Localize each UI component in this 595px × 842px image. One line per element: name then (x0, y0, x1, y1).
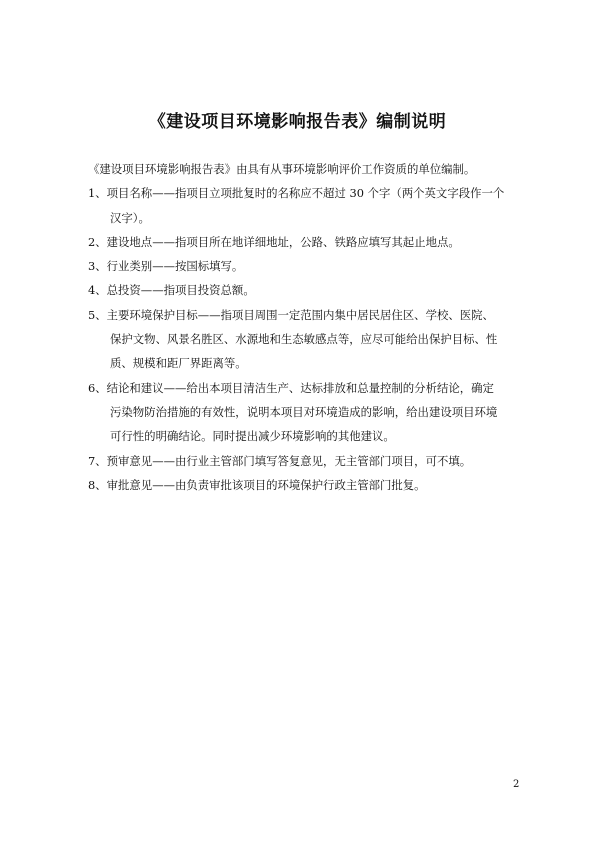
item-8-line: 8、审批意见——由负责审批该项目的环境保护行政主管部门批复。 (88, 477, 426, 492)
item-6-line-2: 污染物防治措施的有效性，说明本项目对环境造成的影响，给出建设项目环境 (110, 404, 498, 419)
page-number: 2 (513, 779, 520, 790)
item-4-line: 4、总投资——指项目投资总额。 (88, 283, 255, 298)
item-6-line-1: 6、结论和建议——给出本项目清洁生产、达标排放和总量控制的分析结论，确定 (88, 380, 494, 395)
item-7-line: 7、预审意见——由行业主管部门填写答复意见，无主管部门项目，可不填。 (88, 453, 472, 468)
item-3-line: 3、行业类别——按国标填写。 (88, 259, 244, 274)
item-5-line-2: 保护文物、风景名胜区、水源地和生态敏感点等，应尽可能给出保护目标、性 (110, 332, 498, 347)
item-5-line-3: 质、规模和距厂界距离等。 (110, 356, 247, 371)
intro-line: 《建设项目环境影响报告表》由具有从事环境影响评价工作资质的单位编制。 (88, 162, 476, 176)
item-2-line: 2、建设地点——指项目所在地详细地址，公路、铁路应填写其起止地点。 (88, 234, 460, 249)
document-title: 《建设项目环境影响报告表》编制说明 (148, 112, 447, 132)
item-1-line-1: 1、项目名称——指项目立项批复时的名称应不超过 30 个字（两个英文字段作一个 (88, 186, 505, 201)
item-6-line-3: 可行性的明确结论。同时提出减少环境影响的其他建议。 (110, 429, 395, 444)
instructions-body (88, 157, 518, 497)
item-5-line-1: 5、主要环境保护目标——指项目周围一定范围内集中居民居住区、学校、医院、 (88, 307, 494, 322)
item-1-line-2: 汉字）。 (110, 210, 150, 225)
